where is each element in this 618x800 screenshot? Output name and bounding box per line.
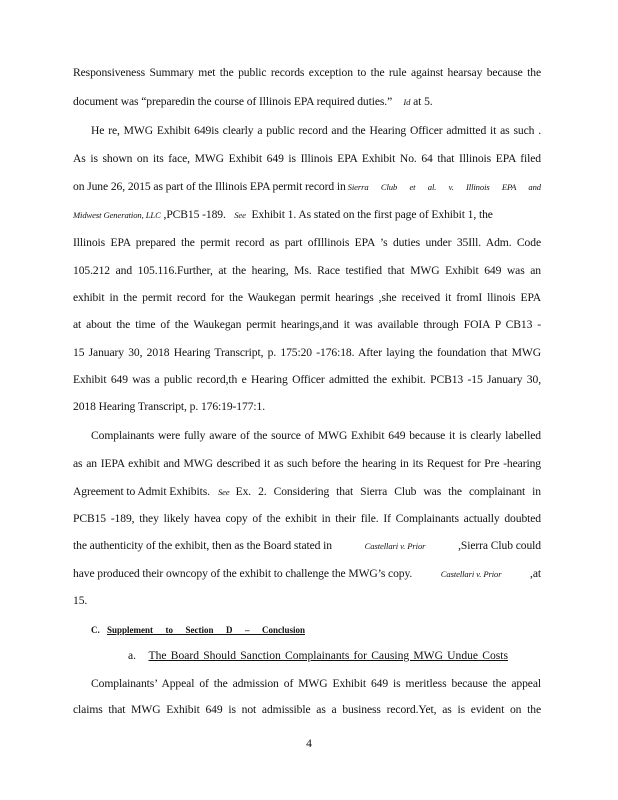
- body-line-7: Illinois EPA prepared the permit record as part ofIllinois EPA ’s duties under 35Ill. Adm. Code: [73, 236, 541, 249]
- body-line-18-rest: ,Sierra Club could: [458, 539, 541, 552]
- body-line-16-text: Agreement to Admit Exhibits.: [73, 485, 210, 498]
- subsection-a-heading: [128, 649, 508, 662]
- page-number: 4: [306, 737, 312, 750]
- case-castellari-1: Castellari v. Prior: [364, 541, 426, 551]
- body-line-2: [73, 95, 541, 109]
- body-line-6: [73, 208, 541, 222]
- see-signal-1: See: [234, 210, 246, 220]
- body-line-8: 105.212 and 105.116.Further, at the hearing, Ms. Race testified that MWG Exhibit 649 was an: [73, 264, 541, 277]
- body-line-18-text: the authenticity of the exhibit, then as the Board stated in: [73, 539, 332, 552]
- see-signal-2: See: [217, 487, 230, 497]
- case-castellari-2: Castellari v. Prior: [440, 569, 502, 579]
- body-line-14: Complainants were fully aware of the source of MWG Exhibit 649 because it is clearly labelled: [91, 429, 541, 442]
- case-name-italic: Sierra Club et al. v. Illinois EPA and: [347, 182, 541, 192]
- body-line-18: [73, 539, 541, 553]
- body-line-3: He re, MWG Exhibit 649is clearly a public record and the Hearing Officer admitted it as such .: [91, 124, 541, 137]
- body-line-9: exhibit in the permit record for the Waukegan permit hearings ,she received it fromI llinois EPA: [73, 291, 541, 304]
- citation-id-pin: at 5.: [413, 95, 433, 108]
- section-c-title: Supplement to Section D – Conclusion: [107, 625, 305, 635]
- body-line-6-docket: ,PCB15 -189.: [163, 208, 226, 221]
- body-line-15: as an IEPA exhibit and MWG described it as such before the hearing in its Request for Pre -hearing: [73, 457, 541, 470]
- body-line-19-rest: ,at: [530, 567, 541, 580]
- body-line-17: PCB15 -189, they likely havea copy of the exhibit in their file. If Complainants actually doubted: [73, 512, 541, 525]
- body-line-4: As is shown on its face, MWG Exhibit 649 is Illinois EPA Exhibit No. 64 that Illinois EPA filed: [73, 152, 541, 165]
- section-c-label: C.: [91, 625, 100, 635]
- body-line-22: claims that MWG Exhibit 649 is not admissible as a business record.Yet, as is evident on the: [73, 703, 541, 716]
- body-line-12: Exhibit 649 was a public record,th e Hearing Officer admitted the exhibit. PCB13 -15 January 30,: [73, 373, 541, 386]
- body-line-5: [73, 180, 541, 194]
- subsection-a-title: The Board Should Sanction Complainants for Causing MWG Undue Costs: [148, 649, 508, 662]
- body-line-5-text: on June 26, 2015 as part of the Illinois EPA permit record in: [73, 180, 346, 193]
- body-line-16-rest: Ex. 2. Considering that Sierra Club was the complainant in: [235, 485, 541, 498]
- body-line-1: Responsiveness Summary met the public records exception to the rule against hearsay because the: [73, 66, 541, 79]
- body-line-6-text: Exhibit 1. As stated on the first page of Exhibit 1, the: [251, 208, 493, 221]
- body-line-2-text: document was “preparedin the course of Illinois EPA required duties.”: [73, 95, 393, 108]
- body-line-13: 2018 Hearing Transcript, p. 176:19-177:1.: [73, 400, 266, 413]
- body-line-16: [73, 485, 541, 499]
- body-line-19: [73, 567, 541, 581]
- body-line-11: 15 January 30, 2018 Hearing Transcript, p. 175:20 -176:18. After laying the foundation that MWG: [73, 346, 541, 359]
- body-line-10: at about the time of the Waukegan permit hearings,and it was available through FOIA P CB13 -: [73, 318, 541, 331]
- body-line-19-text: have produced their owncopy of the exhibit to challenge the MWG’s copy.: [73, 567, 413, 580]
- citation-id: Id: [403, 97, 411, 107]
- body-line-21: Complainants’ Appeal of the admission of MWG Exhibit 649 is meritless because the appeal: [91, 677, 541, 690]
- subsection-a-label: a.: [128, 649, 137, 662]
- case-name-italic-2: Midwest Generation, LLC: [73, 210, 161, 220]
- section-c-heading: [91, 625, 305, 635]
- body-line-20: 15.: [73, 594, 88, 607]
